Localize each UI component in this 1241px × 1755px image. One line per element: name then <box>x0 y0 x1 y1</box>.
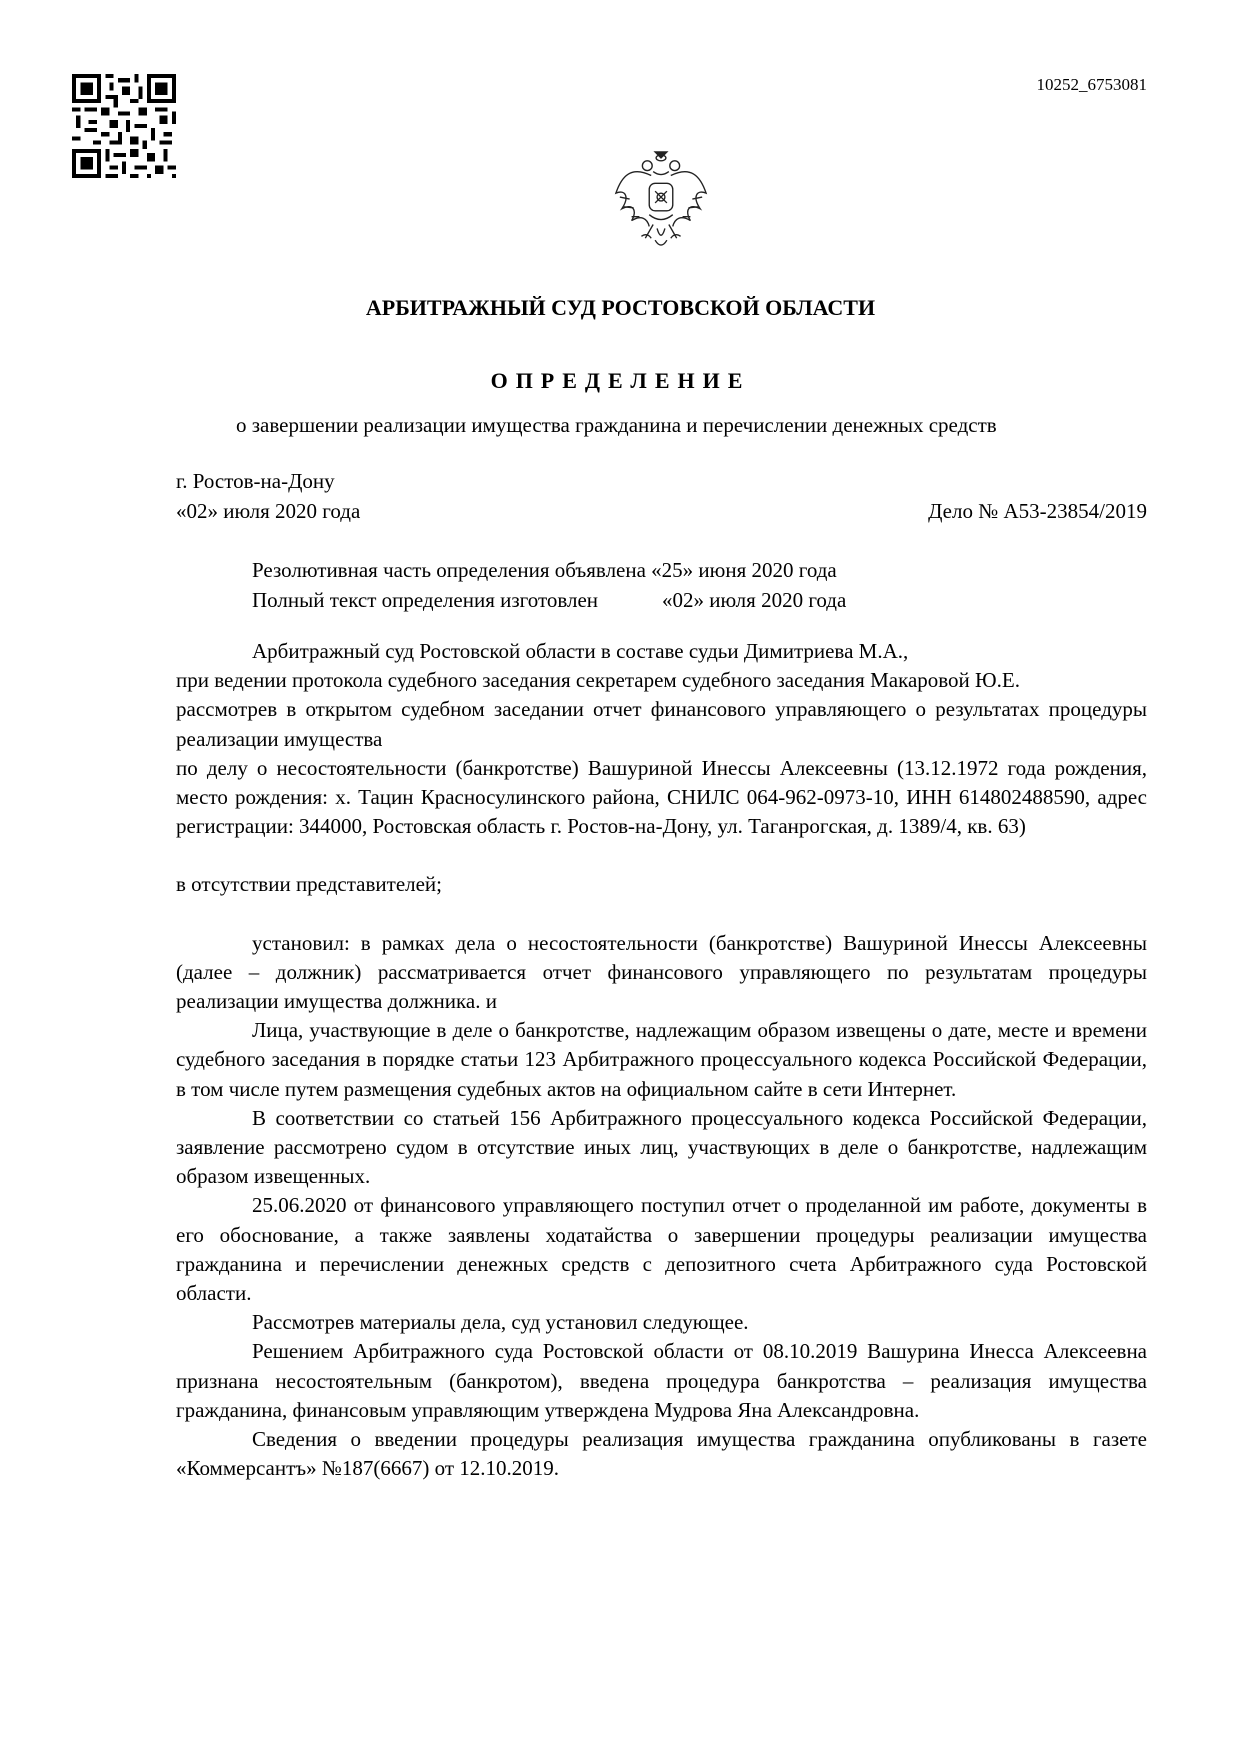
paragraph-considered: рассмотрев в открытом судебном заседании отчет финансового управляющего о результатах процедуры реализации имущества <box>176 697 1147 751</box>
city: г. Ростов-на-Дону <box>176 469 335 493</box>
court-name: АРБИТРАЖНЫЙ СУД РОСТОВСКОЙ ОБЛАСТИ <box>365 295 876 320</box>
paragraph-materials: Рассмотрев материалы дела, суд установил следующее. <box>252 1310 749 1335</box>
paragraph-publication: Сведения о введении процедуры реализация имущества гражданина опубликованы в газете «Коммерсантъ» №187(6667) от 12.10.2019. <box>176 1427 1147 1481</box>
document-date: «02» июля 2020 года <box>176 499 361 523</box>
paragraph-article-156: В соответствии со статьей 156 Арбитражного процессуального кодекса Российской Федерации, заявление рассмотрено судом в отсутствие иных лиц, участвующих в деле о банкротстве, надлежащим образом извещенных. <box>176 1105 1147 1189</box>
full-text-date: «02» июля 2020 года <box>662 588 847 612</box>
full-text-label: Полный текст определения изготовлен <box>252 588 599 612</box>
document-id: 10252_6753081 <box>1036 75 1147 94</box>
document-type: ОПРЕДЕЛЕНИЕ <box>490 368 751 393</box>
resolution-block <box>252 555 846 615</box>
paragraph-court-composition: Арбитражный суд Ростовской области в составе судьи Димитриева М.А., <box>252 639 909 663</box>
paragraph-secretary: при ведении протокола судебного заседания секретарем судебного заседания Макаровой Ю.Е. <box>176 668 1020 693</box>
qr-code-icon <box>72 74 176 178</box>
paragraph-report: 25.06.2020 от финансового управляющего поступил отчет о проделанной им работе, документы в его обоснование, а также заявлены ходатайства о завершении процедуры реализации имущества гражданина и перечислении денежных средств с депозитного счета Арбитражного суда Ростовской области. <box>176 1193 1147 1306</box>
paragraph-representatives: в отсутствии представителей; <box>176 872 443 897</box>
full-text-row <box>252 585 846 615</box>
paragraph-established: установил: в рамках дела о несостоятельности (банкротстве) Вашуриной Инессы Алексеевны (далее – должник) рассматривается отчет финансового управляющего по результатам процедуры реализации имущества должника. и <box>176 930 1147 1014</box>
paragraph-debtor: по делу о несостоятельности (банкротстве) Вашуриной Инессы Алексеевны (13.12.1972 года рождения, место рождения: х. Тацин Красносулинского района, СНИЛС 064-962-0973-10, ИНН 614802488590, адрес регистрации: 344000, Ростовская область г. Ростов-на-Дону, ул. Таганрогская, д. 1389/4, кв. 63) <box>176 755 1147 839</box>
document-body <box>176 637 1147 1483</box>
paragraph-notified: Лица, участвующие в деле о банкротстве, надлежащим образом извещены о дате, месте и времени судебного заседания в порядке статьи 123 Арбитражного процессуального кодекса Российской Федерации, в том числе путем размещения судебных актов на официальном сайте в сети Интернет. <box>176 1018 1147 1101</box>
paragraph-decision: Решением Арбитражного суда Ростовской области от 08.10.2019 Вашурина Инесса Алексеевна признана несостоятельным (банкротом), введена процедура банкротства – реализация имущества гражданина, финансовым управляющим утверждена Мудрова Яна Александровна. <box>176 1339 1147 1422</box>
resolution-announced: Резолютивная часть определения объявлена «25» июня 2020 года <box>252 558 837 582</box>
document-subject: о завершении реализации имущества гражданина и перечислении денежных средств <box>236 413 997 437</box>
russian-coat-of-arms-icon <box>612 145 710 255</box>
case-number: Дело № А53-23854/2019 <box>928 499 1147 523</box>
